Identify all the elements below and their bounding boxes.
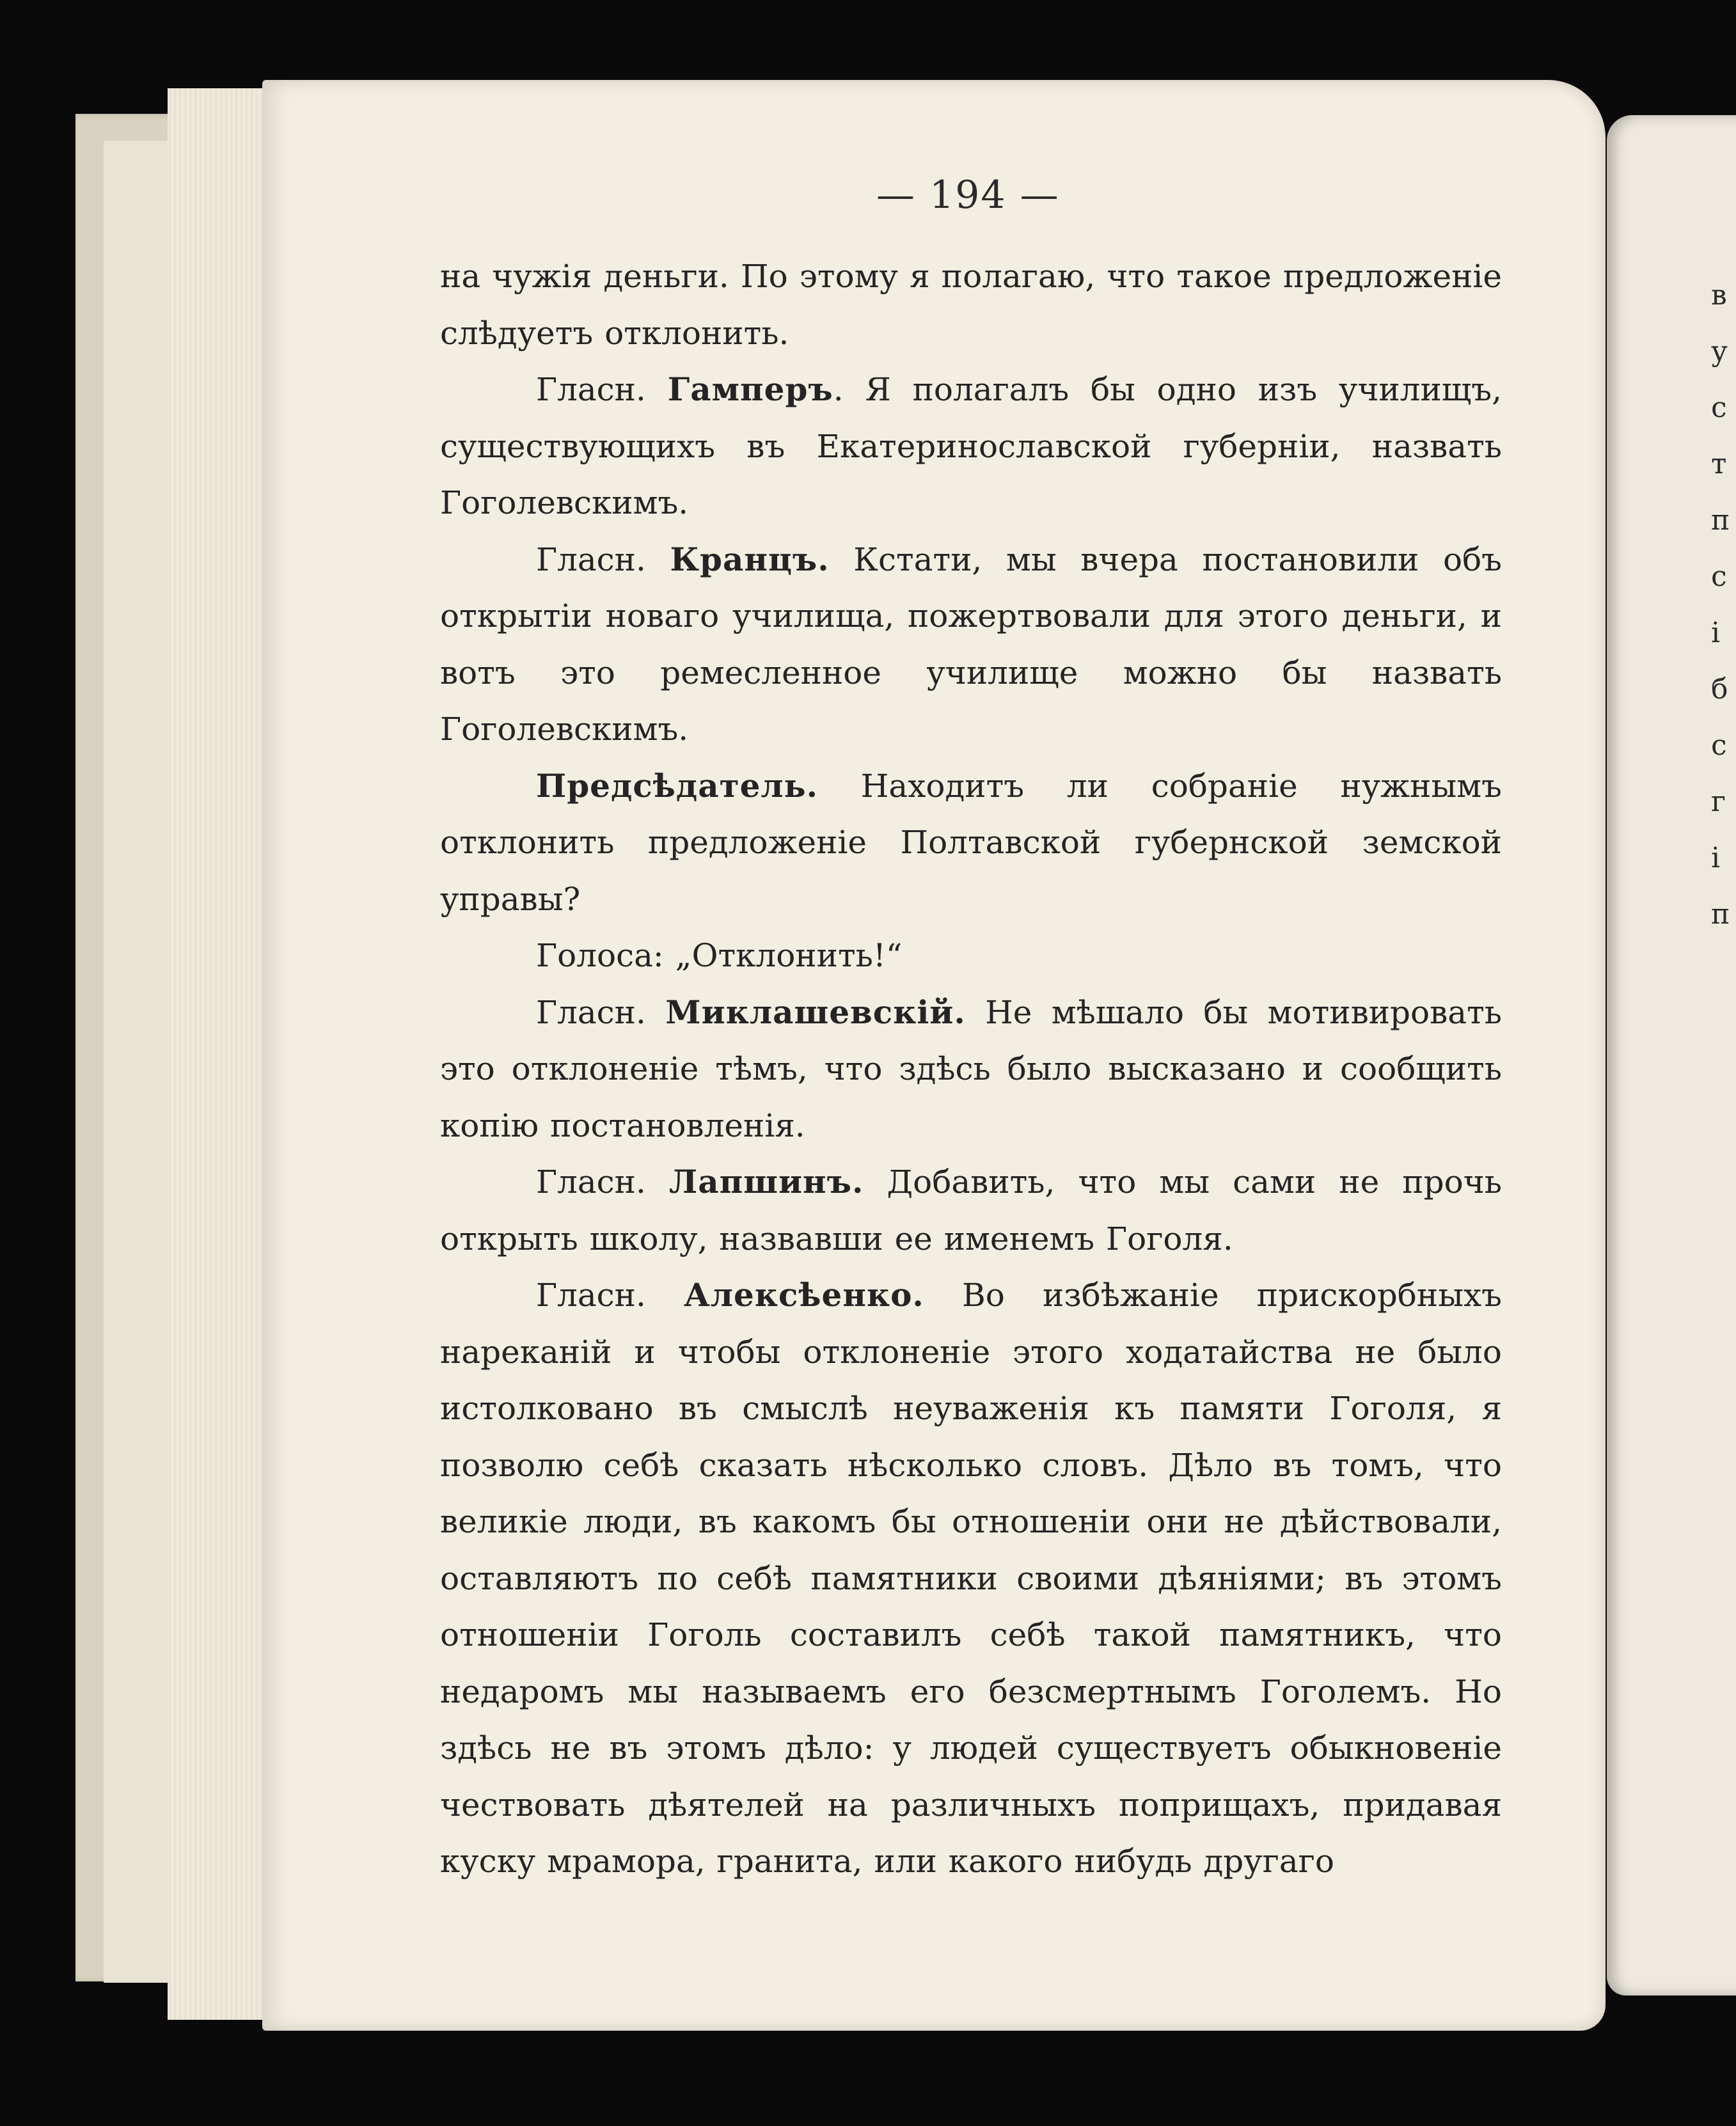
paragraph-text: Гласн.: [536, 540, 670, 578]
paragraph: [440, 532, 1502, 758]
facing-page-letter: т: [1711, 448, 1727, 480]
facing-page-letter: г: [1711, 785, 1726, 818]
page-number: — 194 —: [876, 173, 1060, 217]
facing-page-letter: б: [1711, 673, 1728, 705]
paragraph-text: Гласн.: [536, 1277, 684, 1314]
facing-page-letter: в: [1711, 279, 1727, 311]
facing-page-letter: с: [1711, 560, 1727, 593]
facing-page-letter: і: [1711, 842, 1721, 874]
speaker-name: Кранцъ.: [670, 540, 830, 578]
paragraph: [440, 248, 1502, 361]
facing-page-letter: і: [1711, 617, 1721, 649]
paragraph: [440, 758, 1502, 928]
facing-page-letter: п: [1711, 898, 1730, 931]
paragraph-text: на чужія деньги. По этому я полагаю, что такое предложеніе слѣдуетъ отклонить.: [440, 258, 1502, 352]
facing-page-letter: п: [1711, 504, 1730, 537]
speaker-name: Алексѣенко.: [684, 1276, 924, 1314]
paragraph: [440, 1267, 1502, 1890]
speaker-name: Лапшинъ.: [669, 1163, 864, 1201]
paragraph-text: Не мѣшало бы мотивировать это отклоненіе тѣмъ, что здѣсь было высказано и сообщить копію постановленія.: [440, 993, 1502, 1144]
paragraph-text: Кстати, мы вчера постановили объ открытіи новаго училища, пожертвовали для этого деньги, и вотъ это ремесленное училище можно бы назвать Гоголевскимъ.: [440, 540, 1502, 748]
paragraph-text: Добавить, что мы сами не прочь открыть школу, назвавши ее именемъ Гоголя.: [440, 1163, 1502, 1257]
page-body-text: [440, 248, 1502, 1890]
paragraph: [440, 984, 1502, 1154]
speaker-name: Миклашевскій.: [665, 993, 966, 1031]
speaker-name: Гамперъ: [667, 370, 833, 408]
paragraph-text: Гласн.: [536, 371, 668, 408]
facing-page-letter: с: [1711, 391, 1727, 424]
paragraph-text: Гласн.: [536, 1163, 669, 1201]
paragraph-text: Голоса: „Отклонить!“: [536, 937, 903, 974]
facing-page-letter: с: [1711, 729, 1727, 762]
paragraph: [440, 1154, 1502, 1267]
paragraph: [440, 927, 1502, 984]
speaker-name: Предсѣдатель.: [536, 766, 819, 805]
paragraph-text: Гласн.: [536, 993, 666, 1031]
paragraph: [440, 361, 1502, 532]
facing-page-letter: у: [1711, 335, 1728, 368]
paragraph-text: Находитъ ли собраніе нужнымъ отклонить предложеніе Полтавской губернской земской управы?: [440, 767, 1502, 918]
paragraph-text: . Я полагалъ бы одно изъ училищъ, существующихъ въ Екатеринославской губерніи, назвать Гоголевскимъ.: [440, 371, 1502, 521]
paragraph-text: Во избѣжаніе прискорбныхъ нареканій и чтобы отклоненіе этого ходатайства не было истолковано въ смыслѣ неуваженія къ памяти Гоголя, я позволю себѣ сказать нѣсколько словъ. Дѣло въ томъ, что великіе люди, въ какомъ бы отношеніи они не дѣйствовали, оставляютъ по себѣ памятники своими дѣяніями; въ этомъ отношеніи Гоголь составилъ себѣ такой памятникъ, что недаромъ мы называемъ его безсмертнымъ Гоголемъ. Но здѣсь не въ этомъ дѣло: у людей существуетъ обыкновеніе чествовать дѣятелей на различныхъ поприщахъ, придавая куску мрамора, гранита, или какого нибудь другаго: [440, 1277, 1502, 1880]
